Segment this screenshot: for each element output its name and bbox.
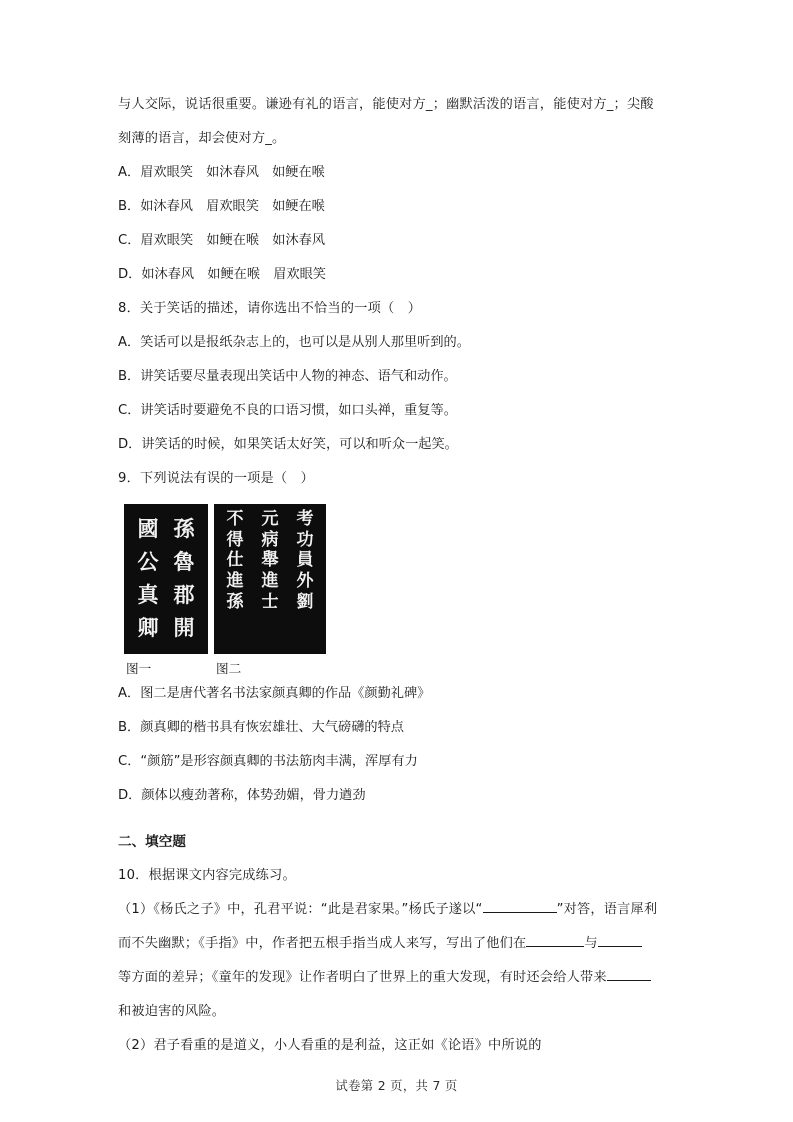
glyph: 魯 [173,549,195,575]
figure-one-calligraphy-image [124,504,208,654]
question-8-stem: 8．关于笑话的描述，请你选出不恰当的一项（ ） [118,301,422,316]
glyph: 郡 [173,582,195,608]
glyph: 元 [261,509,279,529]
question-7-option-c: C．眉欢眼笑 如鲠在喉 如沐春风 [118,233,326,248]
figure-two-column-middle [253,509,287,649]
figure-one-column-left [131,513,165,645]
question-10-part-1 [118,893,689,927]
question-7-option-b: B．如沐春风 眉欢眼笑 如鲠在喉 [118,199,325,214]
question-8-option-c: C．讲笑话时要避免不良的口语习惯，如口头禅，重复等。 [118,403,457,418]
question-7-option-a: A．眉欢眼笑 如沐春风 如鲠在喉 [118,165,325,180]
page-footer: 试卷第 2 页，共 7 页 [335,1078,458,1093]
glyph: 士 [261,591,279,612]
question-9-stem: 9．下列说法有误的一项是（ ） [118,471,315,486]
question-9-option-d: D．颜体以瘦劲著称，体势劲媚，骨力遒劲 [118,788,366,803]
question-10-stem: 10．根据课文内容完成练习。 [118,868,296,883]
answer-blank [598,946,642,947]
glyph: 仕 [226,550,244,571]
figure-two-column-right [288,509,322,649]
question-10-line-3-text: 等方面的差异；《童年的发现》让作者明白了世界上的重大发现，有时还会给人带来 [118,970,607,985]
glyph: 真 [137,582,159,608]
glyph: 舉 [261,550,279,571]
question-9-option-c: C．“颜筋”是形容颜真卿的书法筋肉丰满，浑厚有力 [118,754,418,769]
question-9-option-a: A．图二是唐代著名书法家颜真卿的作品《颜勤礼碑》 [118,686,431,701]
glyph: 卿 [137,615,159,641]
question-7-option-d: D．如沐春风 如鲠在喉 眉欢眼笑 [118,267,326,282]
figure-two-column-left [218,509,252,649]
question-7-stem-line-2: 刻薄的语言，却会使对方_。 [118,131,286,146]
question-10-part-1-line-2 [118,927,689,961]
answer-blank [483,912,557,913]
question-10-part-1-text-b: ”对答，语言犀利 [556,902,658,917]
glyph: 得 [226,529,244,550]
question-10-part-1-line-3 [118,961,689,995]
glyph: 孫 [173,516,195,542]
glyph: 進 [261,571,279,592]
figure-two-calligraphy-image [214,504,326,654]
figure-captions [118,658,689,677]
question-10-part-2: （2）君子看重的是道义，小人看重的是利益，这正如《论语》中所说的 [118,1038,542,1053]
glyph: 國 [137,516,159,542]
glyph: 孫 [226,591,244,612]
question-8-option-b: B．讲笑话要尽量表现出笑话中人物的神态、语气和动作。 [118,369,457,384]
glyph: 考 [296,509,314,529]
question-10-part-1-line-4: 和被迫害的风险。 [118,1004,226,1019]
answer-blank [526,946,584,947]
question-10-part-1-text-a: （1）《杨氏之子》中，孔君平说：“此是君家果。”杨氏子遂以“ [118,902,483,917]
glyph: 進 [226,571,244,592]
question-8-option-a: A．笑话可以是报纸杂志上的，也可以是从别人那里听到的。 [118,335,470,350]
question-8-option-d: D．讲笑话的时候，如果笑话太好笑，可以和听众一起笑。 [118,437,458,452]
figure-one-caption: 图一 [126,661,152,676]
glyph: 員 [296,550,314,571]
glyph: 開 [173,615,195,641]
answer-blank [607,980,651,981]
question-9-option-b: B．颜真卿的楷书具有恢宏雄壮、大气磅礴的特点 [118,720,404,735]
question-9-figures [118,504,689,654]
section-heading-fill-in-blank: 二、填空题 [118,834,186,850]
question-10-line-2-text-a: 而不失幽默；《手指》中，作者把五根手指当成人来写，写出了他们在 [118,936,527,951]
figure-two-caption: 图二 [216,661,242,676]
glyph: 外 [296,571,314,592]
glyph: 不 [226,509,244,529]
glyph: 公 [137,549,159,575]
question-10-line-2-text-b: 与 [584,936,598,951]
glyph: 劉 [296,591,314,612]
glyph: 病 [261,529,279,550]
question-7-stem-line-1: 与人交际，说话很重要。谦逊有礼的语言，能使对方_；幽默活泼的语言，能使对方_；尖酸 [118,97,654,112]
glyph: 功 [296,529,314,550]
figure-one-column-right [167,513,201,645]
